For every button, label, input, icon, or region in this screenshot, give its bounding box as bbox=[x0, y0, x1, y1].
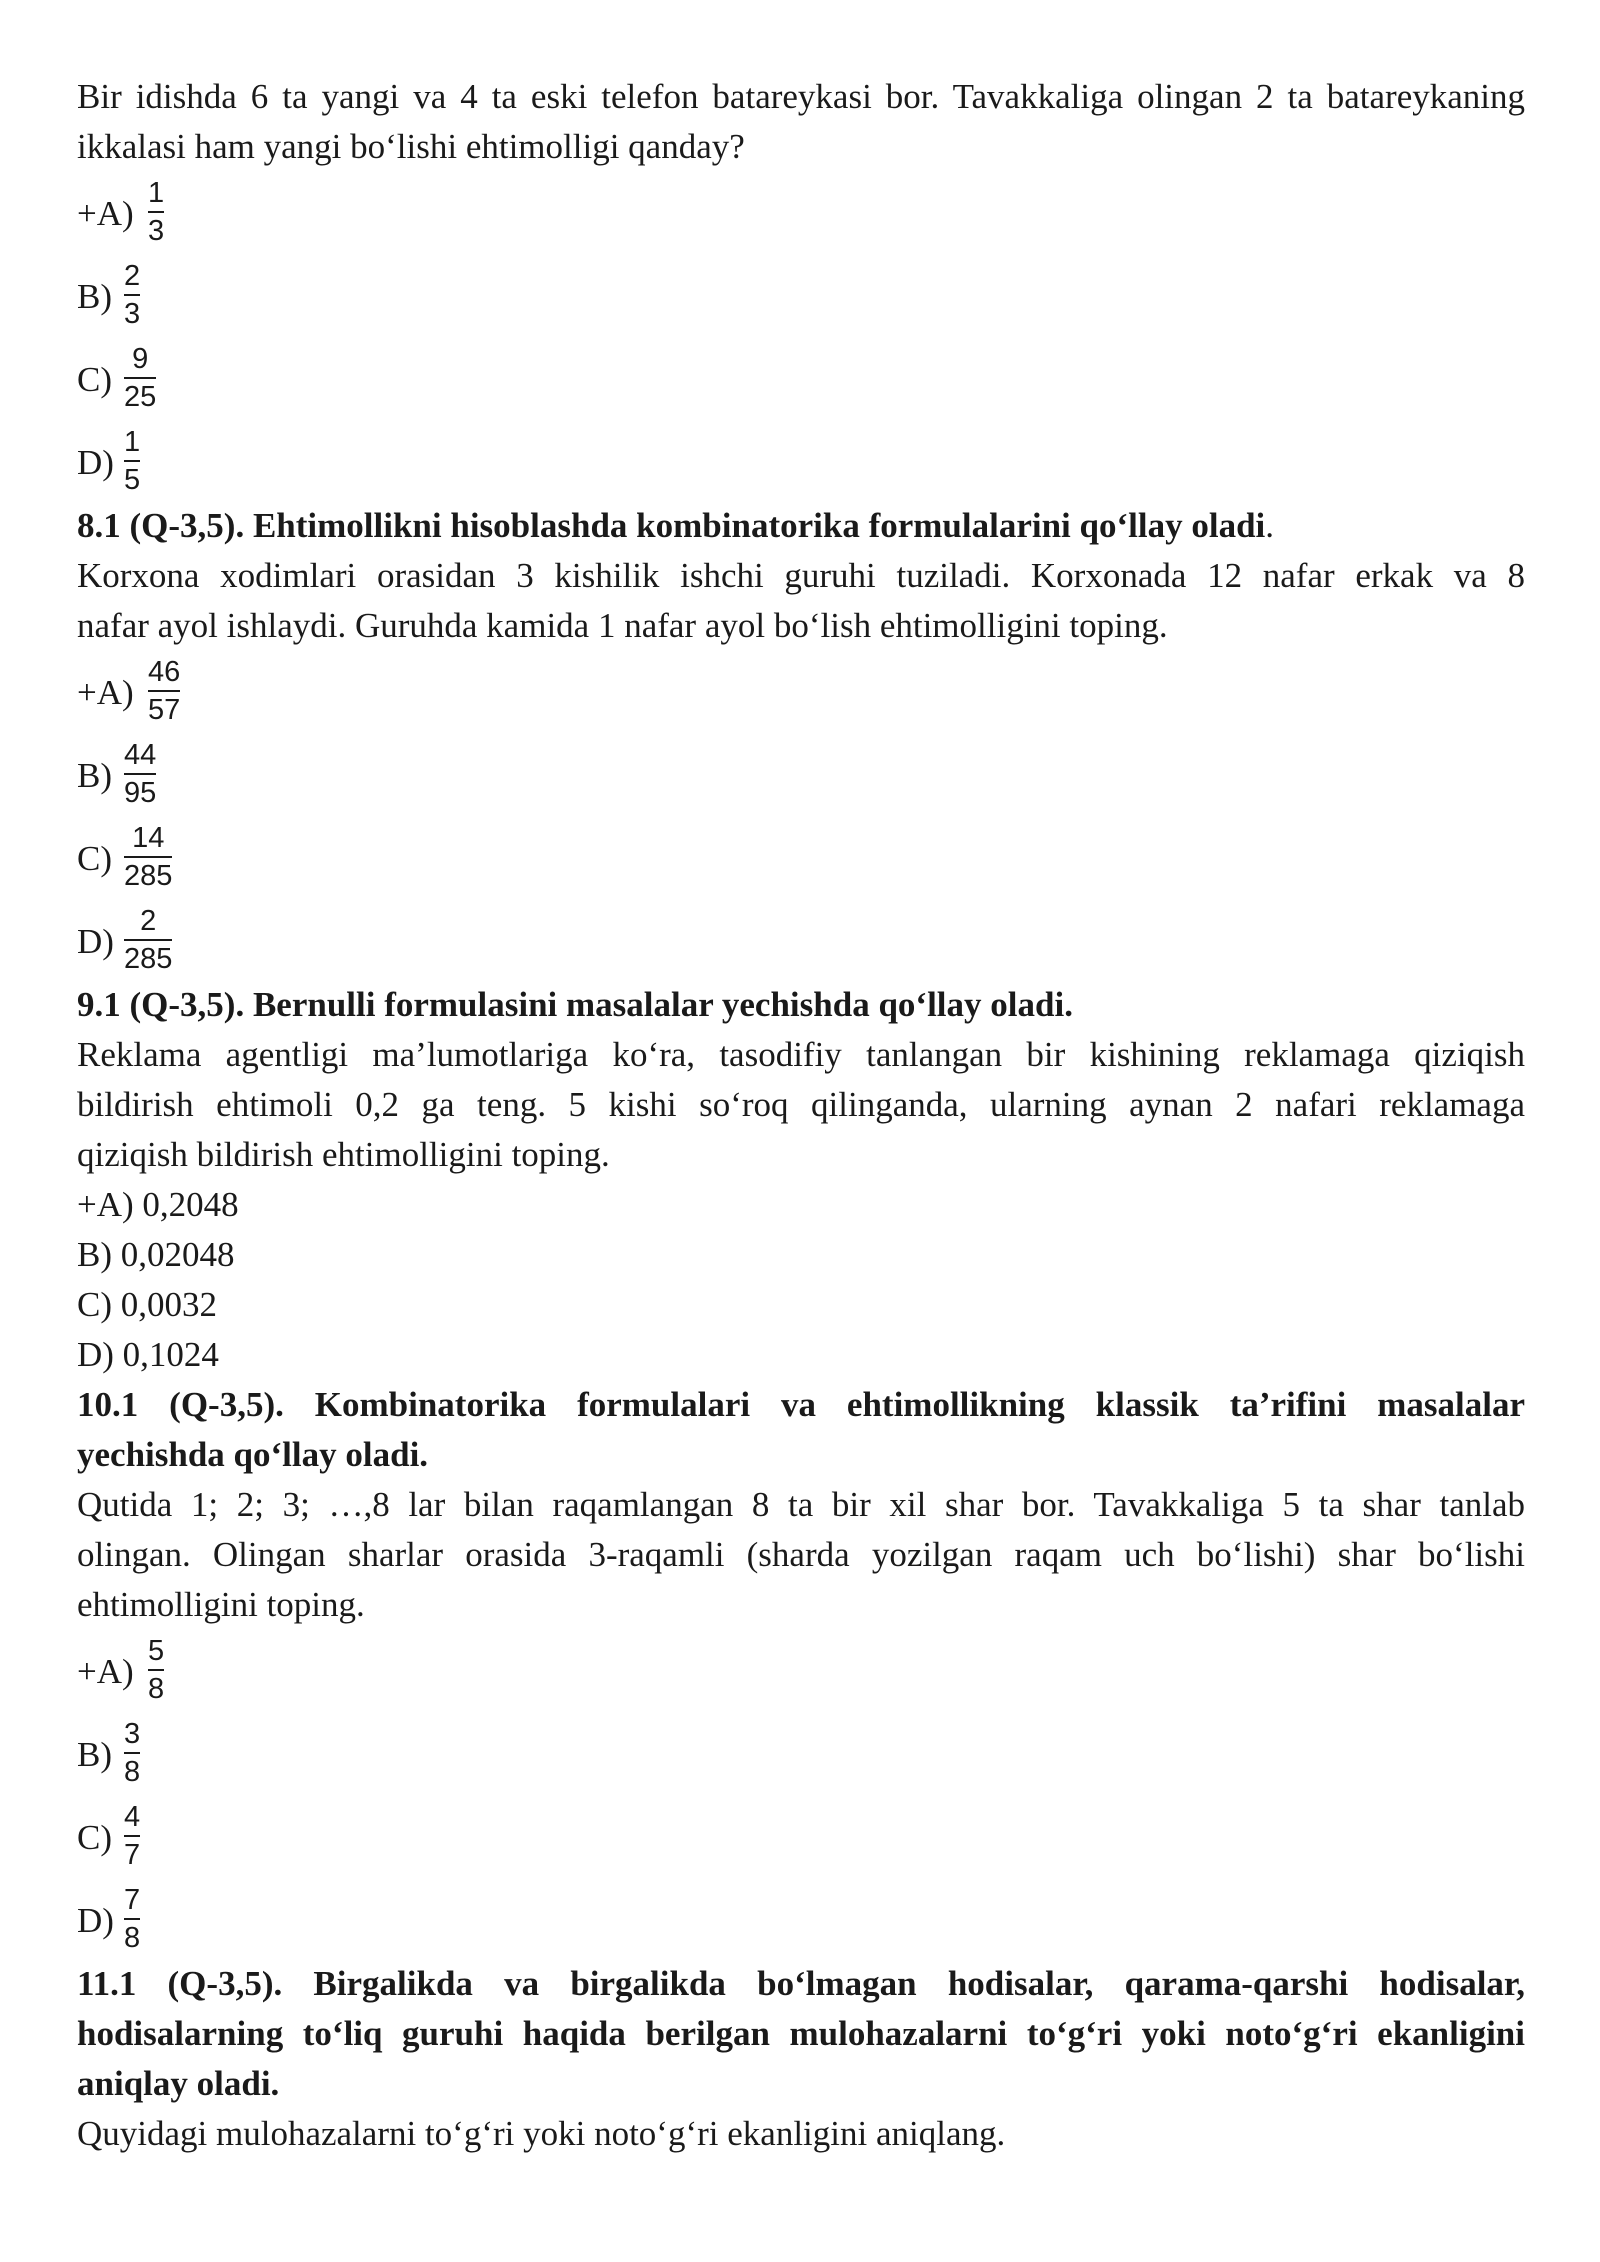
option-label: C) bbox=[77, 839, 112, 878]
numerator: 1 bbox=[148, 177, 165, 209]
answer-option-c: C) 0,0032 bbox=[77, 1285, 217, 1324]
numerator: 14 bbox=[132, 822, 165, 854]
fraction-bar bbox=[148, 211, 164, 213]
denominator: 8 bbox=[124, 1922, 141, 1954]
option-label: +A) bbox=[77, 673, 134, 712]
answer-option-a bbox=[77, 172, 1525, 255]
question-text: Quyidagi mulohazalarni to‘g‘ri yoki noto‘g‘ri ekanligini aniqlang. bbox=[77, 2114, 1006, 2153]
question-text: ikkalasi ham yangi bo‘lishi ehtimolligi qanday? bbox=[77, 127, 745, 166]
fraction-bar bbox=[124, 460, 140, 462]
answer-option-b bbox=[77, 734, 1525, 817]
numerator: 9 bbox=[132, 343, 149, 375]
fraction-bar bbox=[124, 939, 172, 941]
answer-option-d bbox=[77, 900, 1525, 980]
answer-option-c bbox=[77, 1796, 1525, 1879]
fraction-bar bbox=[148, 690, 180, 692]
option-label: D) bbox=[77, 443, 114, 482]
option-label: D) bbox=[77, 922, 114, 961]
denominator: 25 bbox=[124, 381, 157, 413]
fraction bbox=[121, 904, 175, 976]
fraction bbox=[145, 655, 183, 727]
question-text: olingan. Olingan sharlar orasida 3-raqamli (sharda yozilgan raqam uch bo‘lishi) shar bo‘lishi bbox=[77, 1535, 1525, 1574]
question-text: Reklama agentligi ma’lumotlariga ko‘ra, tasodifiy tanlangan bir kishining reklamaga qiziqish bbox=[77, 1035, 1525, 1074]
answer-option-b: B) 0,02048 bbox=[77, 1235, 235, 1274]
denominator: 5 bbox=[124, 464, 141, 496]
document-page bbox=[77, 72, 1525, 2159]
option-label: B) bbox=[77, 1735, 112, 1774]
option-label: C) bbox=[77, 360, 112, 399]
denominator: 7 bbox=[124, 1839, 141, 1871]
denominator: 95 bbox=[124, 777, 157, 809]
fraction bbox=[121, 1717, 143, 1789]
section-heading: aniqlay oladi. bbox=[77, 2064, 280, 2103]
fraction bbox=[121, 1800, 143, 1872]
fraction-bar bbox=[124, 1752, 140, 1754]
answer-option-b bbox=[77, 1713, 1525, 1796]
numerator: 7 bbox=[124, 1884, 141, 1916]
answer-option-d bbox=[77, 421, 1525, 501]
fraction bbox=[145, 176, 167, 248]
fraction-bar bbox=[124, 294, 140, 296]
denominator: 3 bbox=[148, 215, 165, 247]
question-text: ehtimolligini toping. bbox=[77, 1585, 365, 1624]
answer-option-c bbox=[77, 338, 1525, 421]
numerator: 2 bbox=[124, 260, 141, 292]
fraction-bar bbox=[124, 1918, 140, 1920]
fraction-bar bbox=[124, 377, 156, 379]
option-label: D) bbox=[77, 1901, 114, 1940]
section-heading: 9.1 (Q-3,5). Bernulli formulasini masalalar yechishda qo‘llay oladi. bbox=[77, 985, 1073, 1024]
fraction bbox=[145, 1634, 167, 1706]
question-text: Bir idishda 6 ta yangi va 4 ta eski telefon batareykasi bor. Tavakkaliga olingan 2 ta batareykaning bbox=[77, 77, 1525, 116]
question-text: Korxona xodimlari orasidan 3 kishilik ishchi guruhi tuziladi. Korxonada 12 nafar erkak va 8 bbox=[77, 556, 1525, 595]
fraction-bar bbox=[124, 856, 172, 858]
denominator: 3 bbox=[124, 298, 141, 330]
answer-option-d: D) 0,1024 bbox=[77, 1335, 219, 1374]
numerator: 46 bbox=[148, 656, 181, 688]
option-label: C) bbox=[77, 1818, 112, 1857]
numerator: 44 bbox=[124, 739, 157, 771]
fraction-bar bbox=[124, 1835, 140, 1837]
numerator: 3 bbox=[124, 1718, 141, 1750]
numerator: 2 bbox=[140, 905, 157, 937]
option-label: B) bbox=[77, 277, 112, 316]
question-text: nafar ayol ishlaydi. Guruhda kamida 1 nafar ayol bo‘lish ehtimolligini toping. bbox=[77, 606, 1168, 645]
answer-option-d bbox=[77, 1879, 1525, 1959]
fraction bbox=[121, 821, 175, 893]
denominator: 285 bbox=[124, 943, 173, 975]
option-label: +A) bbox=[77, 194, 134, 233]
question-text: Qutida 1; 2; 3; …,8 lar bilan raqamlangan 8 ta bir xil shar bor. Tavakkaliga 5 ta shar tanlab bbox=[77, 1485, 1525, 1524]
option-label: B) bbox=[77, 756, 112, 795]
numerator: 5 bbox=[148, 1635, 165, 1667]
answer-option-a bbox=[77, 1630, 1525, 1713]
fraction bbox=[121, 738, 159, 810]
answer-option-a: +A) 0,2048 bbox=[77, 1185, 239, 1224]
fraction-bar bbox=[148, 1669, 164, 1671]
option-label: +A) bbox=[77, 1652, 134, 1691]
fraction bbox=[121, 259, 143, 331]
section-heading: yechishda qo‘llay oladi. bbox=[77, 1435, 429, 1474]
fraction bbox=[121, 342, 159, 414]
denominator: 57 bbox=[148, 694, 181, 726]
section-heading: 11.1 (Q-3,5). Birgalikda va birgalikda bo‘lmagan hodisalar, qarama-qarshi hodisalar, bbox=[77, 1964, 1525, 2003]
answer-option-c bbox=[77, 817, 1525, 900]
numerator: 4 bbox=[124, 1801, 141, 1833]
denominator: 8 bbox=[148, 1673, 165, 1705]
denominator: 285 bbox=[124, 860, 173, 892]
section-heading: hodisalarning to‘liq guruhi haqida berilgan mulohazalarni to‘g‘ri yoki noto‘g‘ri ekanligini bbox=[77, 2014, 1525, 2053]
fraction bbox=[121, 425, 143, 497]
numerator: 1 bbox=[124, 426, 141, 458]
section-heading: 10.1 (Q-3,5). Kombinatorika formulalari va ehtimollikning klassik ta’rifini masalalar bbox=[77, 1385, 1525, 1424]
question-text: qiziqish bildirish ehtimolligini toping. bbox=[77, 1135, 610, 1174]
denominator: 8 bbox=[124, 1756, 141, 1788]
fraction-bar bbox=[124, 773, 156, 775]
answer-option-b bbox=[77, 255, 1525, 338]
answer-option-a bbox=[77, 651, 1525, 734]
section-heading: 8.1 (Q-3,5). Ehtimollikni hisoblashda kombinatorika formulalarini qo‘llay oladi. bbox=[77, 506, 1275, 545]
question-text: bildirish ehtimoli 0,2 ga teng. 5 kishi so‘roq qilinganda, ularning aynan 2 nafari reklamaga bbox=[77, 1085, 1525, 1124]
fraction bbox=[121, 1883, 143, 1955]
